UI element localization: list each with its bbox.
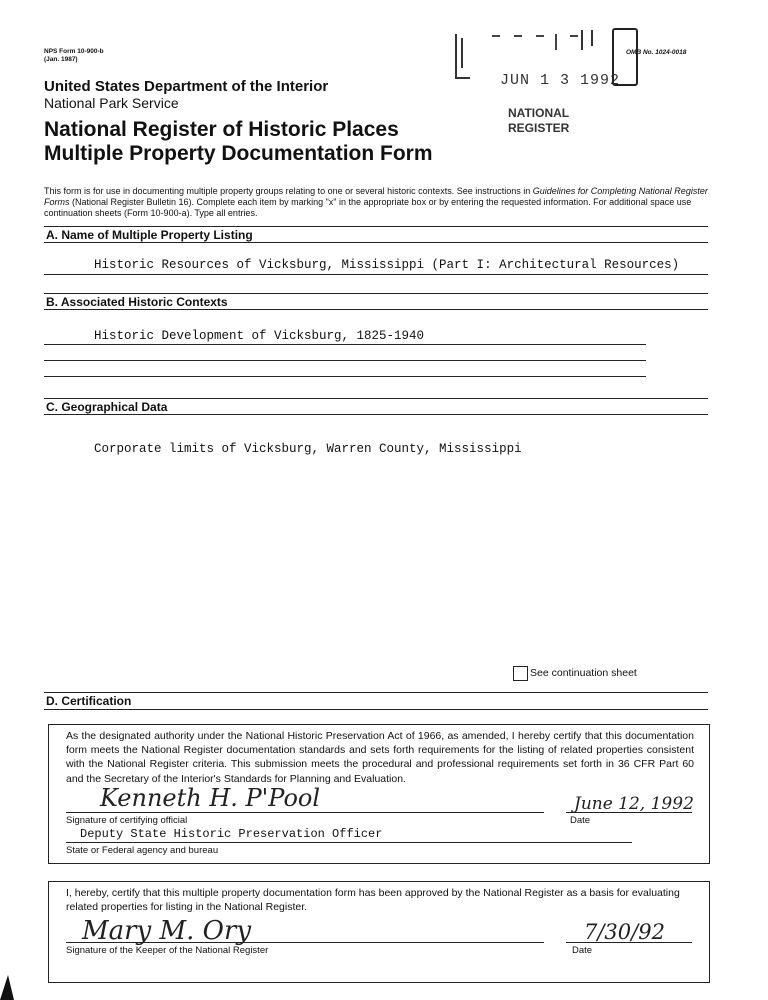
section-b-value: Historic Development of Vicksburg, 1825-1940 bbox=[94, 329, 425, 343]
agency-line bbox=[66, 842, 632, 843]
intro-text-1: This form is for use in documenting multiple property groups relating to one or several historic contexts. See instructions in bbox=[44, 186, 533, 196]
form-date: (Jan. 1987) bbox=[44, 56, 78, 63]
continuation-label: See continuation sheet bbox=[530, 667, 637, 679]
intro-paragraph bbox=[44, 186, 710, 219]
section-b-heading: B. Associated Historic Contexts bbox=[46, 295, 228, 309]
form-number: NPS Form 10-900-b bbox=[44, 48, 104, 55]
date-line bbox=[566, 812, 692, 813]
divider bbox=[44, 226, 708, 227]
divider bbox=[44, 709, 708, 710]
omb-number: OMB No. 1024-0018 bbox=[626, 49, 687, 56]
divider bbox=[44, 414, 708, 415]
page-title-line1: National Register of Historic Places bbox=[44, 118, 399, 141]
divider bbox=[44, 293, 708, 294]
divider bbox=[44, 242, 708, 243]
continuation-checkbox[interactable] bbox=[513, 666, 528, 681]
stamp-register: REGISTER bbox=[508, 121, 570, 135]
certifying-official-signature: Kenneth H. P'Pool bbox=[100, 784, 321, 812]
intro-text-2: (National Register Bulletin 16). Complete each item by marking "x" in the appropriate box or by entering the requested information. For additional space use continuation sheets (Form 10-900-a). Type all entries. bbox=[44, 197, 692, 218]
section-d-heading: D. Certification bbox=[46, 694, 132, 708]
date-line bbox=[566, 942, 692, 943]
keeper-statement: I, hereby, certify that this multiple property documentation form has been approved by the National Register as a basis for evaluating related properties for listing in the National Register. bbox=[66, 887, 680, 914]
signature-official-label: Signature of certifying official bbox=[66, 815, 188, 826]
department-name: United States Department of the Interior bbox=[44, 78, 329, 95]
official-title: Deputy State Historic Preservation Officer bbox=[80, 827, 383, 841]
keeper-signature-label: Signature of the Keeper of the National Register bbox=[66, 945, 269, 956]
signature-line bbox=[66, 942, 544, 943]
divider bbox=[44, 398, 708, 399]
keeper-date-value: 7/30/92 bbox=[584, 920, 665, 944]
keeper-signature: Mary M. Ory bbox=[82, 916, 252, 946]
section-a-heading: A. Name of Multiple Property Listing bbox=[46, 228, 253, 242]
certification-date-label: Date bbox=[570, 815, 591, 826]
section-a-value: Historic Resources of Vicksburg, Mississippi (Part I: Architectural Resources) bbox=[94, 258, 680, 272]
intro-guidelines-title: Guidelines for Completing National Register Forms bbox=[44, 186, 708, 207]
entry-underline bbox=[44, 344, 646, 345]
certification-date-value: June 12, 1992 bbox=[574, 794, 694, 814]
service-name: National Park Service bbox=[44, 95, 179, 111]
section-c-heading: C. Geographical Data bbox=[46, 400, 168, 414]
certification-statement: As the designated authority under the National Historic Preservation Act of 1966, as amended, I hereby certify that this documentation form meets the National Register documentation standards and sets forth requirements for the listing of related properties consistent with the National Register criteria. This submission meets the procedural and professional requirements set forth in 36 CFR Part 60 and the Secretary of the Interior's Standards for Planning and Evaluation. bbox=[66, 730, 694, 785]
agency-label: State or Federal agency and bureau bbox=[66, 845, 219, 856]
divider bbox=[44, 692, 708, 693]
scan-corner-mark bbox=[0, 975, 18, 1000]
section-c-value: Corporate limits of Vicksburg, Warren County, Mississippi bbox=[94, 442, 522, 456]
keeper-date-label: Date bbox=[572, 945, 593, 956]
entry-underline bbox=[44, 376, 646, 377]
entry-underline bbox=[44, 274, 708, 275]
entry-underline bbox=[44, 360, 646, 361]
stamp-national: NATIONAL bbox=[508, 106, 570, 120]
signature-line bbox=[66, 812, 544, 813]
page-title-line2: Multiple Property Documentation Form bbox=[44, 142, 433, 165]
stamp-date: JUN 1 3 1992 bbox=[500, 72, 621, 89]
divider bbox=[44, 309, 708, 310]
